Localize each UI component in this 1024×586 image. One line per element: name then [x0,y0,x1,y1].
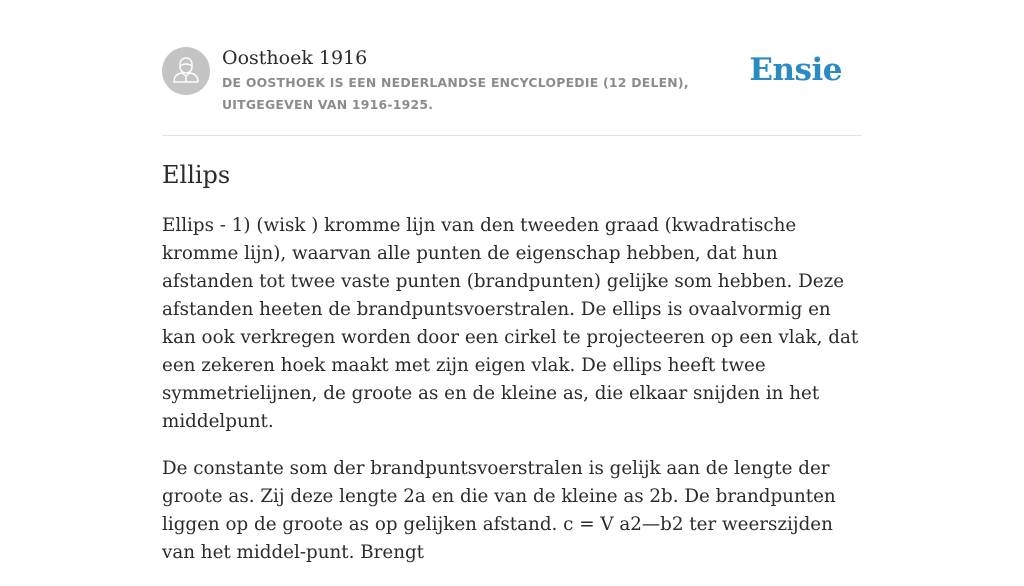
user-icon [162,47,210,95]
avatar[interactable] [162,47,210,95]
entry-paragraph: Ellips - 1) (wisk ) kromme lijn van den tweeden graad (kwadratische kromme lijn), waarvan alle punten de eigenschap hebben, dat hun afstanden tot twee vaste punten (brandpunten) gelijke som hebben. Deze afstanden heeten de brandpuntsvoerstralen. De ellips is ovaalvormig en kan ook verkregen worden door een cirkel te projecteeren op een vlak, dat een zekeren hoek maakt met zijn eigen vlak. De ellips heeft twee symmetrielijnen, de groote as en de kleine as, die elkaar snijden in het middelpunt. [162,215,859,432]
ensie-logo[interactable]: Ensie [749,52,842,88]
entry-content [162,212,866,586]
source-description: DE OOSTHOEK IS EEN NEDERLANDSE ENCYCLOPEDIE (12 DELEN), UITGEGEVEN VAN 1916-1925. [222,75,689,112]
page-title: Ellips [162,161,231,189]
source-name[interactable]: Oosthoek 1916 [222,47,368,69]
entry-paragraph: De constante som der brandpuntsvoerstralen is gelijk aan de lengte der groote as. Zij deze lengte 2a en die van de kleine as 2b. De brandpunten liggen op de groote as op gelijken afstand. c = V a2—b2 ter weerszijden van het middel-punt. Brengt [162,458,836,563]
page-container [162,0,862,563]
source-header [162,0,862,136]
